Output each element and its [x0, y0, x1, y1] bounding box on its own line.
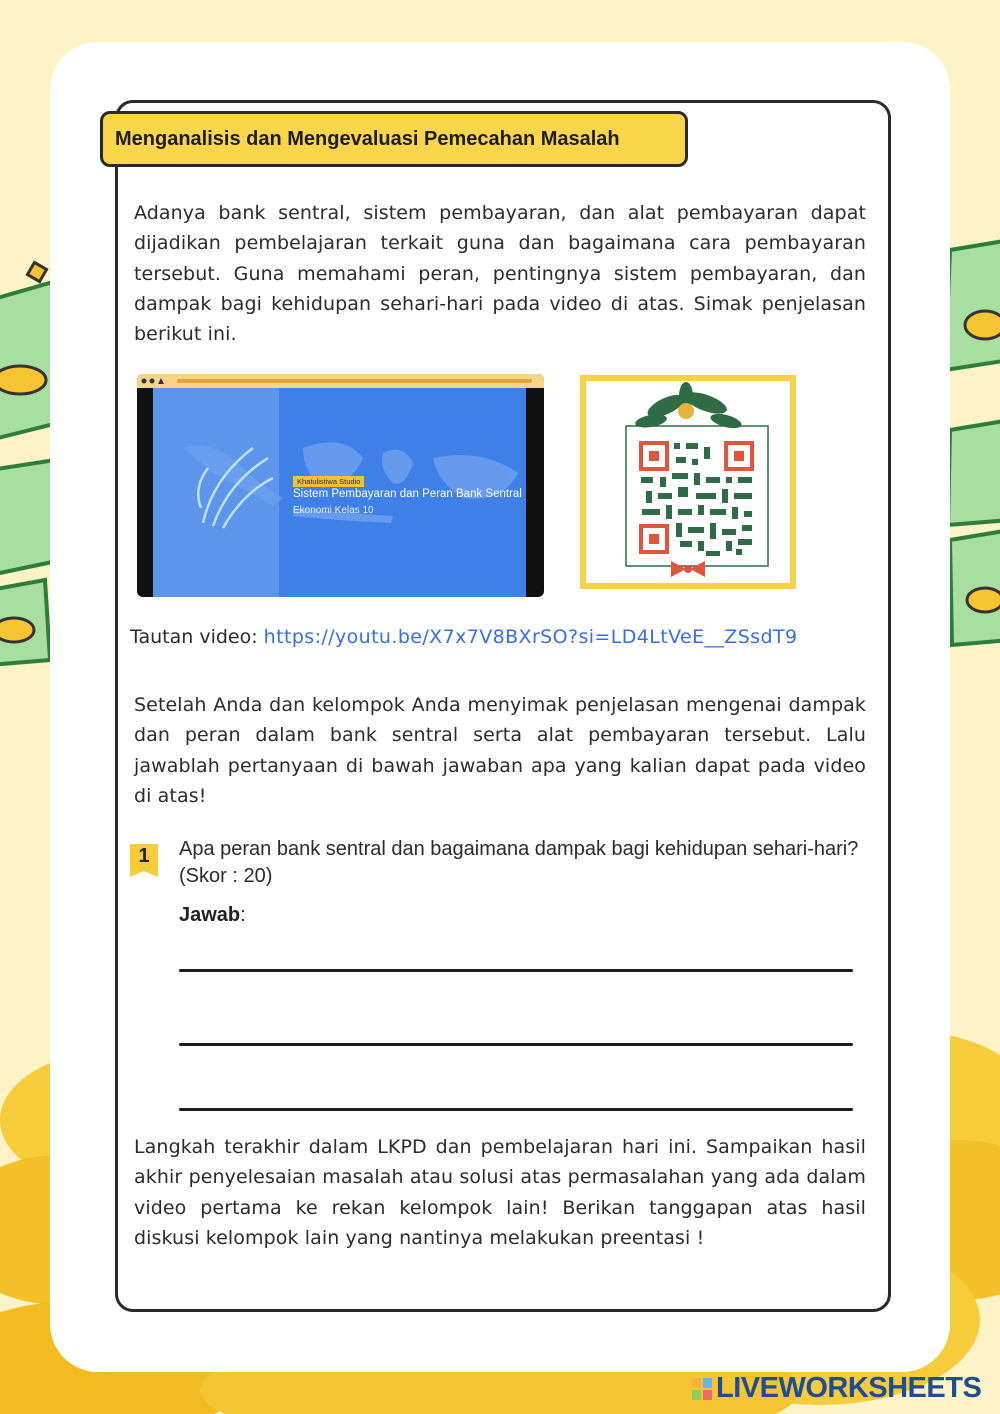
video-link[interactable]: https://youtu.be/X7x7V8BXrSO?si=LD4LtVeE__ZSsdT9 — [263, 626, 798, 648]
section-title: Menganalisis dan Mengevaluasi Pemecahan Masalah — [100, 111, 688, 167]
question-text: Apa peran bank sentral dan bagaimana dampak bagi kehidupan sehari-hari? (Skor : 20) — [179, 838, 859, 887]
video-studio-tag: Khatulistiwa Studio — [293, 476, 364, 487]
liveworksheets-logo-icon — [692, 1378, 714, 1402]
video-link-label: Tautan video: — [130, 626, 264, 648]
money-bill-icon — [945, 240, 1000, 645]
instructions-paragraph: Setelah Anda dan kelompok Anda menyimak penjelasan mengenai dampak dan peran dalam bank sentral serta alat pembayaran tersebut. Lalu jawablah pertanyaan di bawah jawaban apa yang kalian dapat pada video di atas! — [134, 694, 866, 807]
video-link-line — [130, 626, 797, 648]
closing-paragraph: Langkah terakhir dalam LKPD dan pembelajaran hari ini. Sampaikan hasil akhir penyelesaian masalah atau solusi atas permasalahan yang ada dalam video pertama ke rekan kelompok lain! Berikan tanggapan atas hasil diskusi kelompok lain yang nantinya melakukan preentasi ! — [134, 1136, 866, 1249]
video-thumbnail[interactable] — [137, 374, 544, 597]
answer-label-text: Jawab — [179, 904, 241, 926]
window-dots-icon — [141, 378, 167, 384]
brand-name: LIVEWORKSHEETS — [716, 1372, 982, 1404]
video-window-bar — [137, 374, 544, 388]
video-progress-bar — [177, 379, 532, 383]
question-number-badge — [129, 841, 159, 879]
question-number: 1 — [138, 845, 150, 867]
answer-label — [179, 904, 246, 927]
video-title: Sistem Pembayaran dan Peran Bank Sentral — [293, 488, 522, 500]
intro-paragraph: Adanya bank sentral, sistem pembayaran, dan alat pembayaran dapat dijadikan pembelajaran terkait guna dan bagaimana cara pembayaran tersebut. Guna memahami peran, pentingnya sistem pembayaran, dan dampak bagi kehidupan sehari-hari pada video di atas. Simak penjelasan berikut ini. — [134, 202, 866, 346]
qr-code-icon — [586, 381, 790, 583]
answer-line-2[interactable] — [179, 1043, 853, 1046]
video-subtitle: Ekonomi Kelas 10 — [293, 505, 374, 516]
answer-label-colon: : — [240, 904, 246, 926]
answer-line-3[interactable] — [179, 1108, 853, 1111]
qr-code[interactable] — [580, 375, 796, 589]
answer-line-1[interactable] — [179, 969, 853, 972]
video-screen — [153, 388, 526, 597]
